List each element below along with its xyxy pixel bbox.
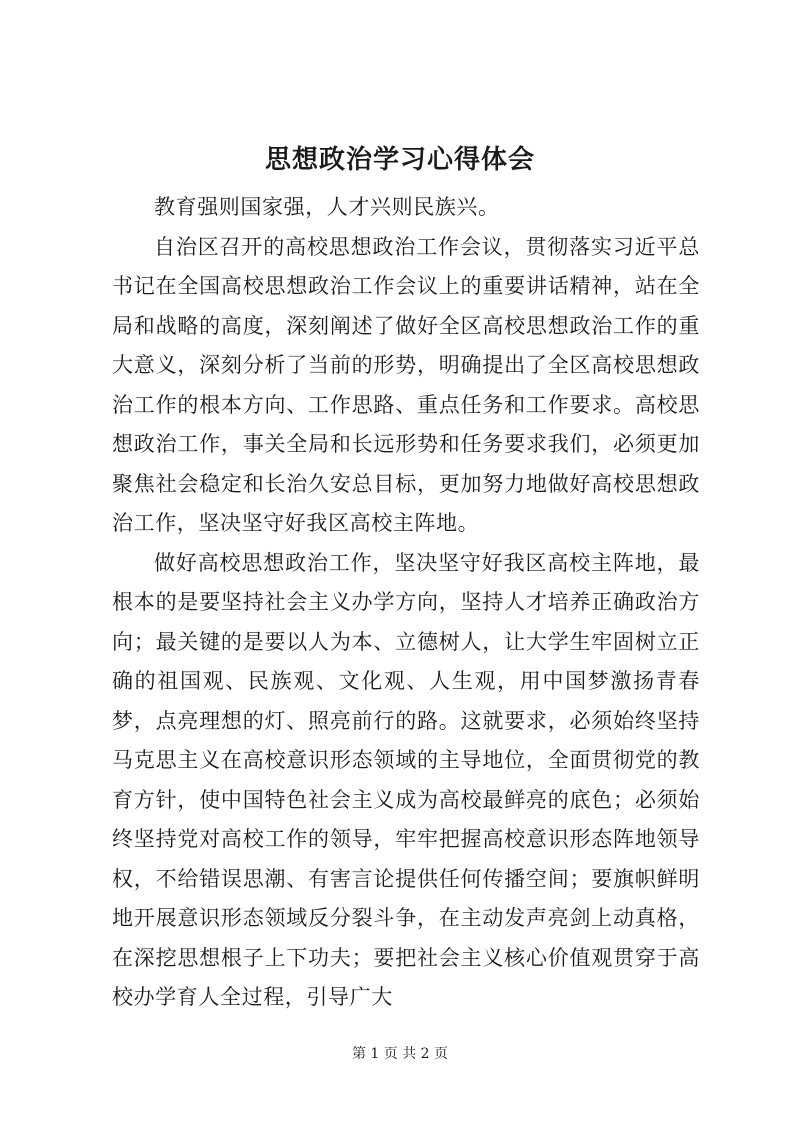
paragraph-3: 做好高校思想政治工作，坚决坚守好我区高校主阵地，最根本的是要坚持社会主义办学方向，坚持人才培养正确政治方向；最关键的是要以人为本、立德树人，让大学生牢固树立正确的祖国观、民族观、文化观、人生观，用中国梦激扬青春梦，点亮理想的灯、照亮前行的路。这就要求，必须始终坚持马克思主义在高校意识形态领域的主导地位，全面贯彻党的教育方针，使中国特色社会主义成为高校最鲜亮的底色；必须始终坚持党对高校工作的领导，牢牢把握高校意识形态阵地领导权，不给错误思潮、有害言论提供任何传播空间；要旗帜鲜明地开展意识形态领域反分裂斗争，在主动发声亮剑上动真格，在深挖思想根子上下功夫；要把社会主义核心价值观贯穿于高校办学育人全过程，引导广大: [112, 550, 700, 1009]
paragraph-1: 教育强则国家强，人才兴则民族兴。: [154, 195, 500, 219]
page-number-footer: 第 1 页 共 2 页: [351, 1046, 449, 1062]
document-body: [112, 188, 700, 1018]
document-title: 思想政治学习心得体会: [264, 145, 535, 175]
paragraph-2: 自治区召开的高校思想政治工作会议，贯彻落实习近平总书记在全国高校思想政治工作会议上的重要讲话精神，站在全局和战略的高度，深刻阐述了做好全区高校思想政治工作的重大意义，深刻分析了当前的形势，明确提出了全区高校思想政治工作的根本方向、工作思路、重点任务和工作要求。高校思想政治工作，事关全局和长远形势和任务要求我们，必须更加聚焦社会稳定和长治久安总目标，更加努力地做好高校思想政治工作，坚决坚守好我区高校主阵地。: [112, 234, 700, 535]
